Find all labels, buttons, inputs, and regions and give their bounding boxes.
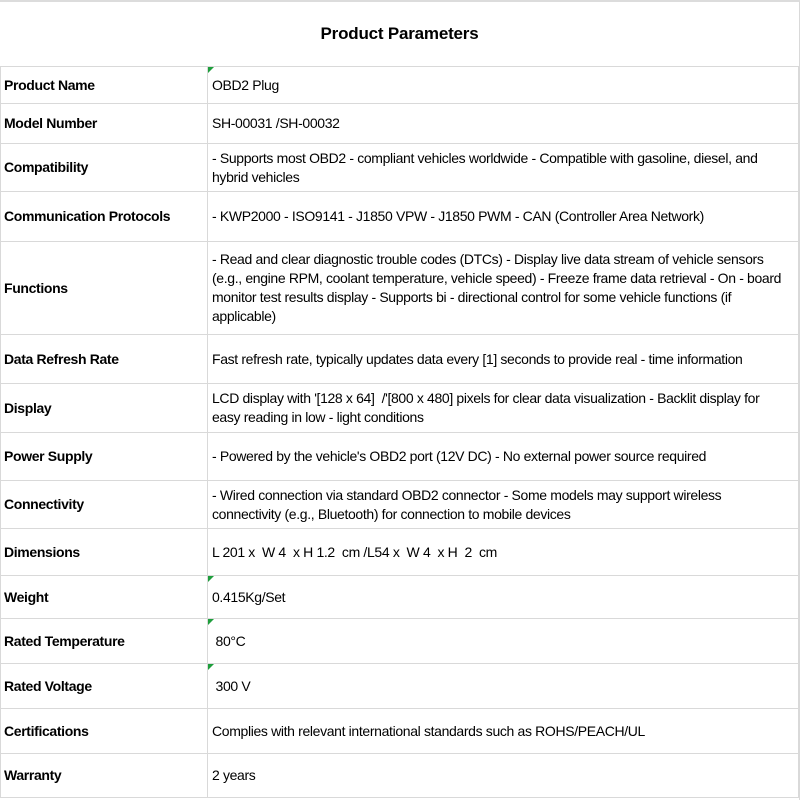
row-value-text: OBD2 Plug [212,76,279,93]
row-label: Data Refresh Rate [1,335,208,384]
table-row [1,104,799,144]
cell-comment-marker-icon [208,619,214,625]
table-row [1,709,799,754]
row-value [208,384,799,433]
row-value-text: - KWP2000 - ISO9141 - J1850 VPW - J1850 PWM - CAN (Controller Area Network) [212,208,704,224]
spec-table [0,66,799,798]
row-value [208,529,799,576]
row-value-text: - Read and clear diagnostic trouble codes (DTCs) - Display live data stream of vehicle sensors (e.g., engine RPM, coolant temperature, vehicle speed) - Freeze frame data retrieval - On - board monitor test results display - Supports bi - directional control for some vehicle functions (if applicable) [212,251,785,324]
row-value-text: SH-00031 /SH-00032 [212,115,340,131]
title-band [0,2,799,66]
row-label: Functions [1,242,208,335]
row-label: Display [1,384,208,433]
row-value [208,335,799,384]
row-label: Product Name [1,67,208,104]
table-row [1,619,799,664]
cell-comment-marker-icon [208,576,214,582]
row-value [208,242,799,335]
row-label: Model Number [1,104,208,144]
row-label: Communication Protocols [1,192,208,242]
table-row [1,242,799,335]
cell-comment-marker-icon [208,67,214,73]
row-label: Dimensions [1,529,208,576]
row-value [208,754,799,798]
page-title: Product Parameters [320,24,479,43]
row-value-text: Fast refresh rate, typically updates data every [1] seconds to provide real - time information [212,350,743,367]
row-label: Weight [1,576,208,619]
table-row [1,754,799,798]
row-value-text: L 201 x W 4 x H 1.2 cm /L54 x W 4 x H 2 cm [212,543,497,560]
table-row [1,384,799,433]
table-row [1,576,799,619]
row-label: Certifications [1,709,208,754]
row-value-text: - Powered by the vehicle's OBD2 port (12V DC) - No external power source required [212,448,707,464]
table-row [1,529,799,576]
row-value-text: 0.415Kg/Set [212,588,286,605]
row-value [208,481,799,529]
row-value [208,709,799,754]
row-label: Warranty [1,754,208,798]
row-value [208,67,799,104]
row-label: Rated Temperature [1,619,208,664]
row-value-text: 2 years [212,767,256,783]
row-value-text: Complies with relevant international standards such as ROHS/PEACH/UL [212,722,645,739]
table-row [1,481,799,529]
row-label: Rated Voltage [1,664,208,709]
table-row [1,664,799,709]
row-value [208,576,799,619]
row-value-text: - Wired connection via standard OBD2 connector - Some models may support wireless connectivity (e.g., Bluetooth) for connection to mobile devices [212,486,725,522]
row-value [208,144,799,192]
table-row [1,192,799,242]
table-row [1,433,799,481]
row-value-text: 300 V [212,677,251,694]
row-label: Connectivity [1,481,208,529]
table-row [1,67,799,104]
row-value [208,433,799,481]
table-row [1,144,799,192]
row-value-text: 80°C [212,632,246,649]
row-value [208,192,799,242]
row-label: Compatibility [1,144,208,192]
table-row [1,335,799,384]
row-value-text: LCD display with '[128 x 64] /'[800 x 480] pixels for clear data visualization - Backlit display for easy reading in low - light conditions [212,390,763,425]
row-value [208,104,799,144]
spec-table-body [1,67,799,798]
cell-comment-marker-icon [208,664,214,670]
row-value-text: - Supports most OBD2 - compliant vehicles worldwide - Compatible with gasoline, diesel, and hybrid vehicles [212,149,762,185]
row-label: Power Supply [1,433,208,481]
row-value [208,619,799,664]
row-value [208,664,799,709]
